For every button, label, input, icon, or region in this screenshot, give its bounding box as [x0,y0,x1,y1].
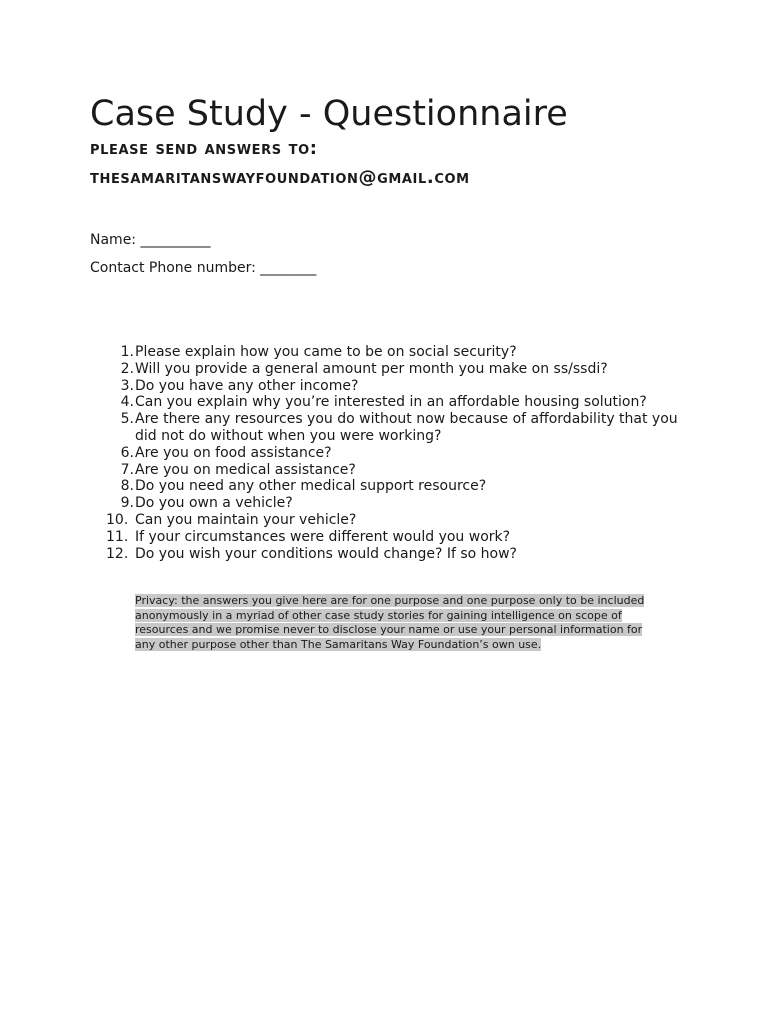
privacy-notice [135,594,665,653]
question-text: Please explain how you came to be on social security? [135,344,517,360]
question-item [106,394,686,411]
privacy-notice-text: Privacy: the answers you give here are for one purpose and one purpose only to be included anonymously in a myriad of other case study stories for gaining intelligence on scope of resources and we promise never to disclose your name or use your personal information for any other purpose other than The Samaritans Way Foundation’s own use. [135,594,645,652]
question-text: Will you provide a general amount per month you make on ss/ssdi? [135,360,608,377]
question-number: 11. [106,528,129,545]
question-item [106,344,686,361]
question-number: 8. [120,478,134,495]
contact-email: thesamaritanswayfoundation@gmail.com [90,167,470,188]
question-text: Do you wish your conditions would change? If so how? [135,545,517,562]
question-number: 12. [106,545,129,562]
question-item [106,462,686,479]
page-title: Case Study - Questionnaire [90,94,568,134]
question-text: Do you have any other income? [135,377,359,394]
question-item [106,478,686,495]
question-item [106,378,686,395]
question-text: Do you own a vehicle? [135,495,293,512]
question-text: Are you on medical assistance? [135,461,356,478]
name-field: Name: __________ [90,232,211,248]
question-number: 10. [106,511,129,528]
question-number: 4. [120,394,134,411]
question-item [106,512,686,529]
question-text: Can you maintain your vehicle? [135,511,357,528]
question-list [106,344,686,562]
question-item [106,495,686,512]
question-number: 5. [120,411,134,428]
contact-phone-field: Contact Phone number: ________ [90,260,317,276]
question-number: 7. [120,461,134,478]
question-item [106,546,686,563]
question-item [106,411,686,445]
question-text: Are there any resources you do without now because of affordability that you did not do without when you were working? [135,411,678,444]
question-text: Are you on food assistance? [135,444,332,461]
send-answers-heading: please send answers to: [90,138,318,159]
question-text: Do you need any other medical support resource? [135,478,487,495]
question-number: 1. [120,344,134,360]
question-item [106,361,686,378]
question-text: Can you explain why you’re interested in an affordable housing solution? [135,394,647,411]
question-number: 9. [120,495,134,512]
question-item [106,529,686,546]
question-number: 2. [120,360,134,377]
question-number: 3. [120,377,134,394]
question-item [106,445,686,462]
question-text: If your circumstances were different would you work? [135,528,511,545]
question-number: 6. [120,444,134,461]
